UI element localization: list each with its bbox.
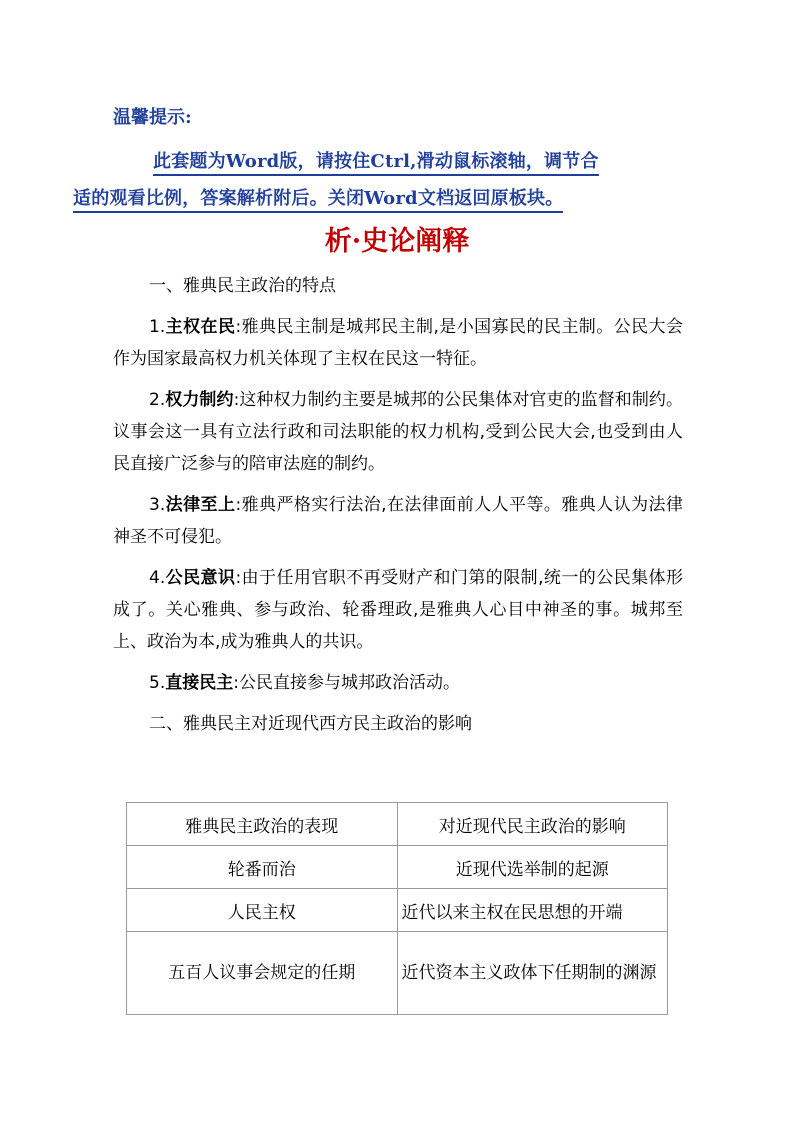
feature-term: 主权在民 — [165, 317, 236, 337]
feature-item-2 — [113, 384, 683, 480]
table-row — [127, 889, 668, 932]
hint-line-2: 适的观看比例，答案解析附后。关闭Word文档返回原板块。 — [73, 188, 563, 213]
document-body — [113, 270, 683, 749]
table-cell: 近现代选举制的起源 — [397, 846, 668, 889]
feature-item-3 — [113, 489, 683, 553]
hint-title: 温馨提示: — [113, 107, 192, 128]
table-cell: 近代资本主义政体下任期制的渊源 — [397, 932, 668, 1015]
feature-item-5 — [113, 667, 683, 699]
feature-num: 3. — [149, 495, 166, 515]
feature-text: :公民直接参与城邦政治活动。 — [233, 673, 460, 693]
table-header-row — [127, 803, 668, 846]
feature-num: 2. — [149, 390, 166, 410]
feature-text: :由于任用官职不再受财产和门第的限制,统一的公民集体形成了。关心雅典、参与政治、轮番理政,是雅典人心目中神圣的事。城邦至上、政治为本,成为雅典人的共识。 — [113, 568, 683, 652]
table-cell: 轮番而治 — [127, 846, 398, 889]
feature-text: :这种权力制约主要是城邦的公民集体对官吏的监督和制约。议事会这一具有立法行政和司法职能的权力机构,受到公民大会,也受到由人民直接广泛参与的陪审法庭的制约。 — [113, 390, 683, 474]
hint-line-1: 此套题为Word版，请按住Ctrl,滑动鼠标滚轴，调节合 — [153, 151, 599, 176]
table-row — [127, 932, 668, 1015]
feature-num: 5. — [149, 673, 166, 693]
table-cell: 人民主权 — [127, 889, 398, 932]
feature-item-1 — [113, 311, 683, 375]
section-title: 析·史论阐释 — [324, 226, 470, 257]
comparison-table — [126, 802, 668, 1015]
table-header-cell: 对近现代民主政治的影响 — [397, 803, 668, 846]
hint-body — [73, 143, 693, 217]
feature-term: 直接民主 — [165, 673, 234, 693]
table-header-cell: 雅典民主政治的表现 — [127, 803, 398, 846]
feature-num: 4. — [149, 568, 166, 588]
feature-term: 公民意识 — [165, 568, 236, 588]
feature-num: 1. — [149, 317, 166, 337]
feature-item-4 — [113, 562, 683, 658]
feature-text: :雅典严格实行法治,在法律面前人人平等。雅典人认为法律神圣不可侵犯。 — [113, 495, 683, 547]
feature-term: 法律至上 — [165, 495, 236, 515]
table-cell: 近代以来主权在民思想的开端 — [397, 889, 668, 932]
feature-term: 权力制约 — [165, 390, 234, 410]
table-row — [127, 846, 668, 889]
feature-text: :雅典民主制是城邦民主制,是小国寡民的民主制。公民大会作为国家最高权力机关体现了主权在民这一特征。 — [113, 317, 683, 369]
part1-heading: 一、雅典民主政治的特点 — [149, 276, 336, 296]
table-cell: 五百人议事会规定的任期 — [127, 932, 398, 1015]
part2-heading: 二、雅典民主对近现代西方民主政治的影响 — [149, 714, 472, 734]
